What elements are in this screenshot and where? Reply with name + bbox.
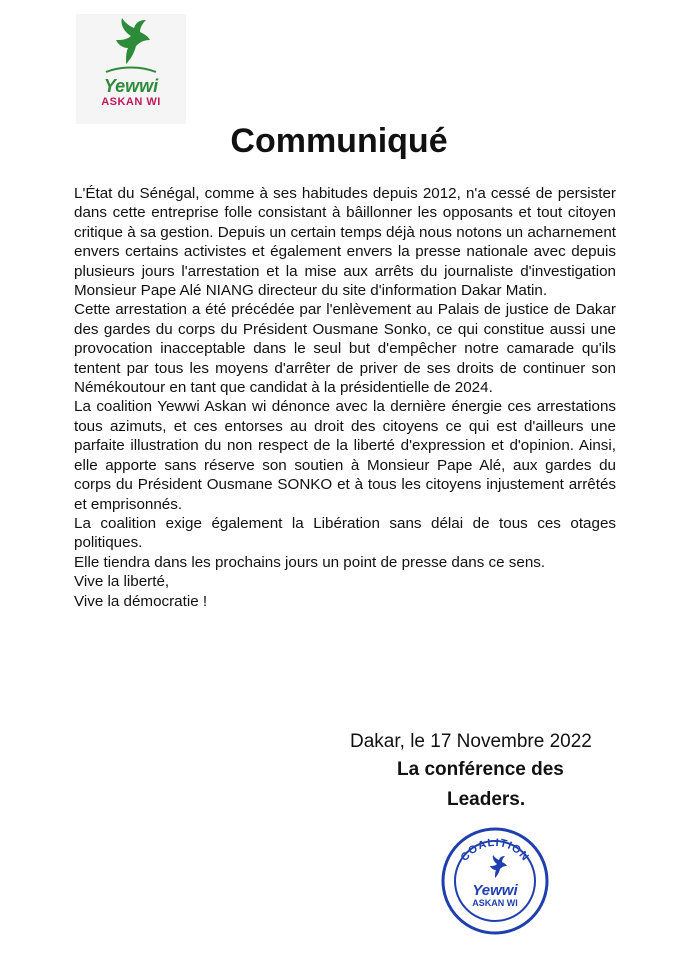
communique-body	[74, 184, 616, 611]
date-line: Dakar, le 17 Novembre 2022	[350, 731, 592, 752]
dove-icon	[76, 14, 186, 76]
paragraph: Cette arrestation a été précédée par l'enlèvement au Palais de justice de Dakar des gardes du corps du Président Ousmane Sonko, ce qui constitue aussi une provocation inacceptable dans le seul but d'empêcher notre camarade qu'ils tentent par tous les moyens d'arrêter de priver de ses droits de continuer son Némékoutour en tant que candidat à la présidentielle de 2024.	[74, 301, 616, 397]
paragraph: La coalition exige également la Libération sans délai de tous ces otages politiques.	[74, 514, 616, 552]
logo-name-top: Yewwi	[103, 76, 159, 96]
stamp-seal-icon	[440, 826, 550, 936]
paragraph: Vive la démocratie !	[74, 592, 208, 610]
paragraph: L'État du Sénégal, comme à ses habitudes depuis 2012, n'a cessé de persister dans cette entreprise folle consistant à bâillonner les opposants et tout citoyen critique à sa gestion. Depuis un certain temps déjà nous notons un acharnement envers certains activistes et également envers la presse nationale avec depuis plusieurs jours l'arrestation et la mise aux arrêts du journaliste d'investigation Monsieur Pape Alé NIANG directeur du site d'information Dakar Matin.	[74, 185, 616, 300]
coalition-logo	[76, 14, 186, 124]
paragraph: Elle tiendra dans les prochains jours un point de presse dans ce sens.	[74, 553, 546, 571]
paragraph: La coalition Yewwi Askan wi dénonce avec la dernière énergie ces arrestations tous azimuts, et ces entorses au droit des citoyens ce qui est d'ailleurs une parfaite illustration du non respect de la liberté d'expression et d'opinion. Ainsi, elle apporte sans réserve son soutien à Monsieur Pape Alé, aux gardes du corps du Président Ousmane SONKO et à tous les citoyens injustement arrêtés et emprisonnés.	[74, 398, 616, 513]
logo-name-bottom: ASKAN WI	[101, 96, 161, 108]
signatory-line: Leaders.	[447, 789, 526, 810]
stamp-name-top: Yewwi	[472, 882, 518, 899]
stamp-top-text: COALITION	[458, 836, 532, 864]
signatory-line: La conférence des	[397, 759, 564, 780]
stamp-name-bottom: ASKAN WI	[472, 898, 518, 908]
page-title: Communiqué	[230, 122, 448, 160]
coalition-stamp	[440, 826, 550, 936]
paragraph: Vive la liberté,	[74, 573, 170, 591]
